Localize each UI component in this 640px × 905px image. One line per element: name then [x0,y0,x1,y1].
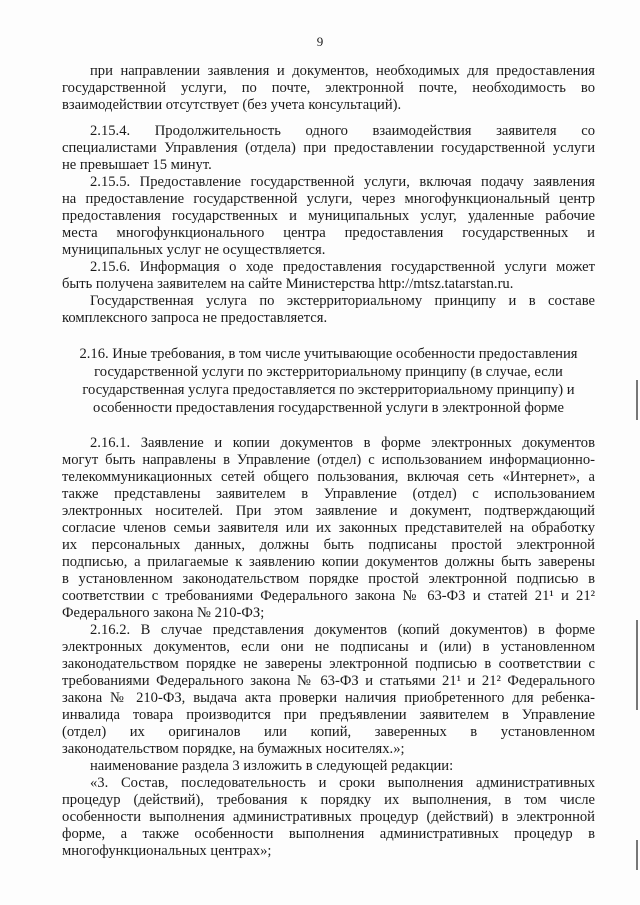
text-line: Федерального закона № 210-ФЗ; [62,605,265,621]
text-line: предоставления государственных и муниципальных услуг, удаленные рабочие [62,208,595,224]
text-line: муниципальных услуг не осуществляется. [62,242,326,258]
text-line: процедур (действий), требования к порядку их выполнения, в том числе [62,792,595,808]
text-line: 2.15.6. Информация о ходе предоставления государственной услуги может [90,259,595,275]
text-line: закона № 210-ФЗ, выдача акта проверки наличия приобретенного для ребенка- [62,690,595,706]
text-line: форме, а также особенности выполнения административных процедур в [62,826,595,842]
text-line: «3. Состав, последовательность и сроки выполнения административных [90,775,595,791]
text-line: могут быть направлены в Управление (отдел) с использованием информационно- [62,452,595,468]
text-line: инвалида товара производится при предъявлении заявителем в Управление [62,707,595,723]
scan-artifact [636,620,638,710]
scan-artifact [636,380,638,420]
text-line: 2.16.2. В случае представления документов (копий документов) в форме [90,622,595,638]
text-line: на предоставление государственной услуги, через многофункциональный центр [62,191,595,207]
text-line: быть получена заявителем на сайте Министерства http://mtsz.tatarstan.ru. [62,276,514,292]
text-line: согласие членов семьи заявителя или их законных представителей на обработку [62,520,595,536]
section-heading-line: государственной услуги по экстерриториальному принципу (в случае, если [94,364,563,380]
text-line: при направлении заявления и документов, необходимых для предоставления [90,63,595,79]
text-line: 2.16.1. Заявление и копии документов в форме электронных документов [90,435,595,451]
text-line: наименование раздела 3 изложить в следующей редакции: [90,758,454,774]
text-line: 2.15.4. Продолжительность одного взаимодействия заявителя со [90,123,595,139]
scan-artifact [636,840,638,870]
text-line: взаимодействии отсутствует (без учета консультаций). [62,97,402,113]
text-line: законодательством порядке не заверены электронной подписью в соответствии с [62,656,595,672]
text-line: законодательством порядке, на бумажных носителях.»; [62,741,405,757]
text-line: не превышает 15 минут. [62,157,212,173]
text-line: соответствии с требованиями Федерального закона № 63-ФЗ и статей 21¹ и 21² [62,588,595,604]
text-line: телекоммуникационных сетей общего пользования, включая сеть «Интернет», а [62,469,595,485]
page-number: 9 [316,34,324,49]
text-line: 2.15.5. Предоставление государственной услуги, включая подачу заявления [90,174,595,190]
text-line: государственной услуги, по почте, электронной почте, необходимость во [62,80,595,96]
text-line: в установленном законодательством порядке простой электронной подписью в [62,571,595,587]
text-line: также представлены заявителем в Управление (отдел) с использованием [62,486,595,502]
text-line: требованиями Федерального закона № 63-ФЗ и статьями 21¹ и 21² Федерального [62,673,595,689]
text-line: электронных носителей. При этом заявление и документ, подтверждающий [62,503,595,519]
text-line: места многофункционального центра предоставления государственных и [62,225,595,241]
section-heading-line: государственная услуга предоставляется по экстерриториальному принципу) и [82,382,575,398]
text-line: комплексного запроса не предоставляется. [62,310,328,326]
text-line: (отдел) их оригиналов или копий, заверенных в установленном [62,724,595,740]
text-line: электронных документов, если они не подписаны и (или) в установленном [62,639,595,655]
section-heading-line: 2.16. Иные требования, в том числе учитывающие особенности предоставления [79,346,578,362]
text-line: специалистами Управления (отдела) при предоставлении государственной услуги [62,140,595,156]
text-line: их персональных данных, должны быть подписаны простой электронной [62,537,595,553]
text-line: многофункциональных центрах»; [62,843,272,859]
text-line: подписью, а прилагаемые к заявлению копии документов должны быть заверены [62,554,595,570]
section-heading-line: особенности предоставления государственной услуги в электронной форме [93,400,564,416]
text-line: Государственная услуга по экстерриториальному принципу и в составе [90,293,595,309]
text-line: особенности выполнения административных процедур (действий) в электронной [62,809,595,825]
